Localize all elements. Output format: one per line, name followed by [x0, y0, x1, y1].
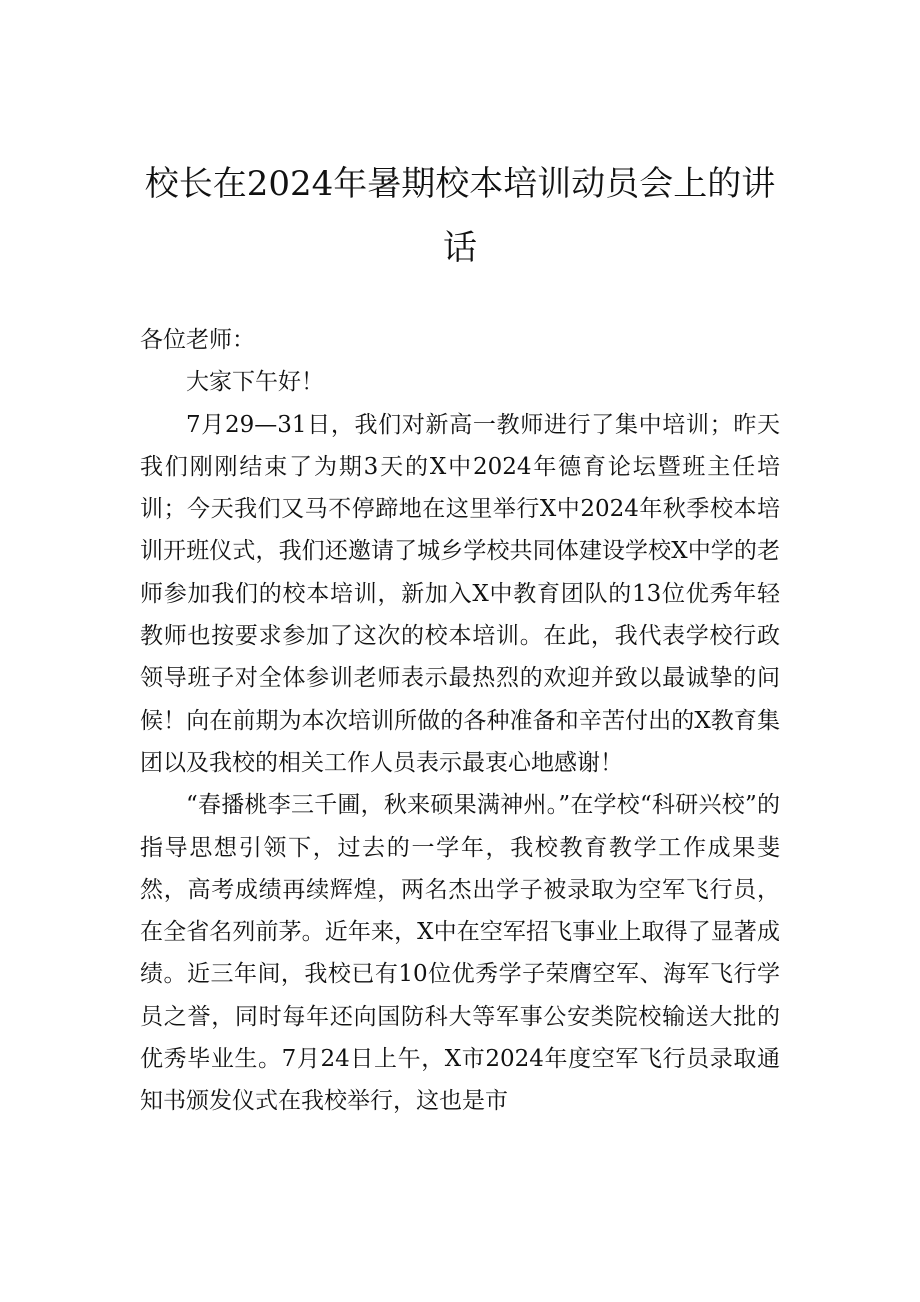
paragraph-greeting: 大家下午好！ [186, 369, 324, 396]
salutation: 各位老师： [140, 327, 255, 353]
paragraph-training-overview: 7月29—31日，我们对新高一教师进行了集中培训；昨天我们刚刚结束了为期3天的X中2024年德育论坛暨班主任培训；今天我们又马不停蹄地在这里举行X中2024年秋季校本培训开班仪式，我们还邀请了城乡学校共同体建设学校X中学的老师参加我们的校本培训，新加入X中教育团队的13位优秀年轻教师也按要求参加了这次的校本培训。在此，我代表学校行政领导班子对全体参训老师表示最热烈的欢迎并致以最诚挚的问候！向在前期为本次培训所做的各种准备和辛苦付出的X教育集团以及我校的相关工作人员表示最衷心地感谢！ [140, 411, 780, 776]
document-body [140, 319, 780, 1123]
paragraph-achievements: “春播桃李三千圃，秋来硕果满神州。”在学校“科研兴校”的指导思想引领下，过去的一学年，我校教育教学工作成果斐然，高考成绩再续辉煌，两名杰出学子被录取为空军飞行员，在全省名列前茅。近年来，X中在空军招飞事业上取得了显著成绩。近三年间，我校已有10位优秀学子荣膺空军、海军飞行学员之誉，同时每年还向国防科大等军事公安类院校输送大批的优秀毕业生。7月24日上午，X市2024年度空军飞行员录取通知书颁发仪式在我校举行，这也是市 [140, 792, 780, 1115]
document-title: 校长在2024年暑期校本培训动员会上的讲话 [144, 164, 776, 268]
